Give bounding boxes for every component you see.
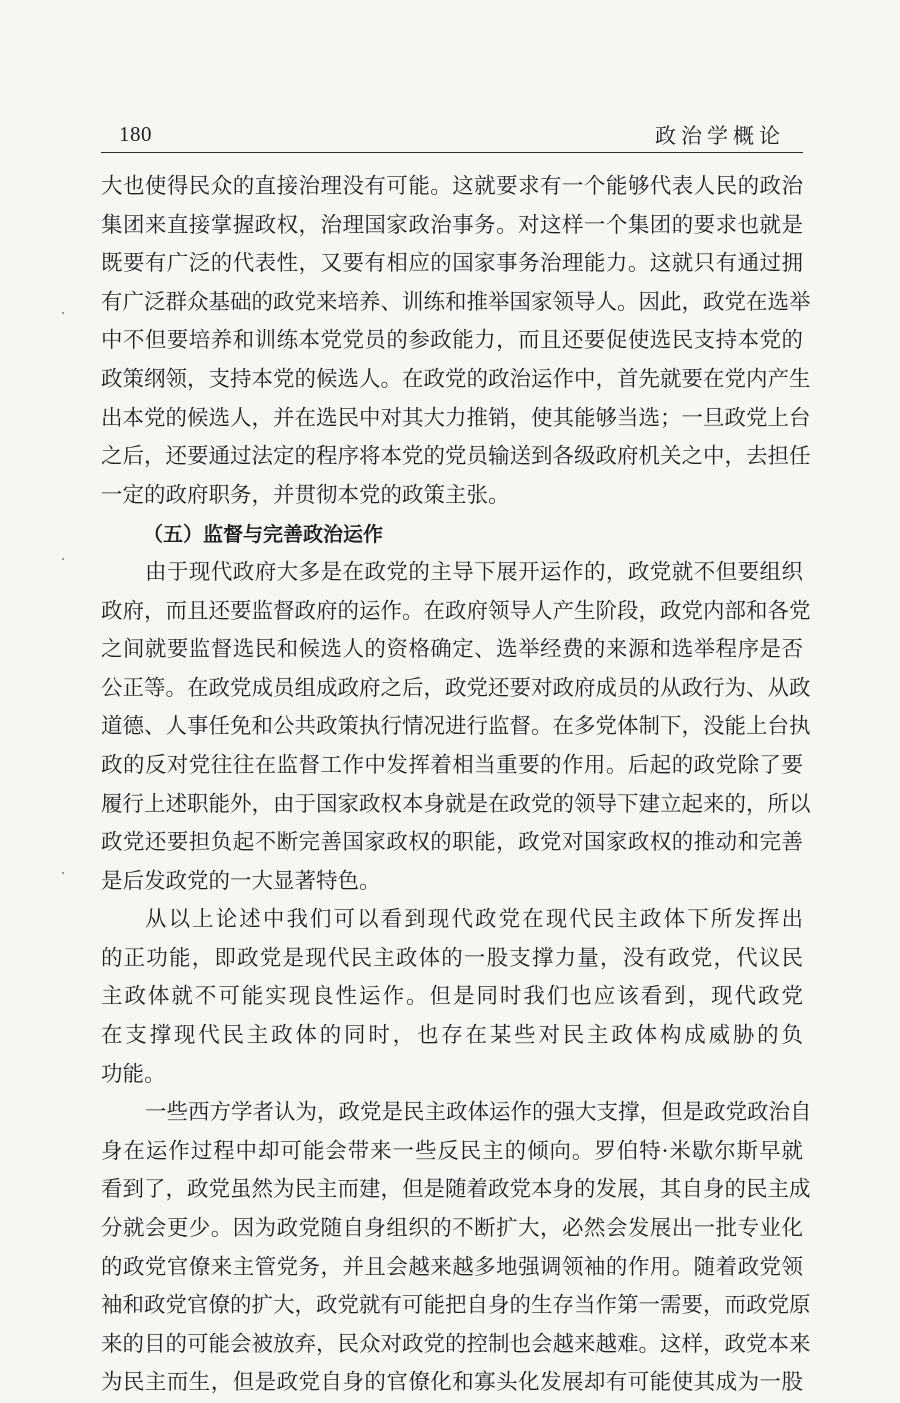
text-line: 一些西方学者认为，政党是民主政体运作的强大支撑，但是政党政治自 [145,1100,812,1126]
text-line: 的政党官僚来主管党务，并且会越来越多地强调领袖的作用。随着政党领 [101,1254,803,1280]
text-line: 出本党的候选人，并在选民中对其大力推销，使其能够当选；一旦政党上台 [101,405,811,431]
text-line: 中不但要培养和训练本党党员的参政能力，而且还要促使选民支持本党的 [101,328,803,354]
text-line: 由于现代政府大多是在政党的主导下展开运作的，政党就不但要组织 [145,559,803,585]
text-line: 来的目的可能会被放弃，民众对政党的控制也会越来越难。这样，政党本来 [101,1331,811,1357]
text-line: 政的反对党往往在监督工作中发挥着相当重要的作用。后起的政党除了要 [101,752,803,778]
text-line: 政府，而且还要监督政府的运作。在政府领导人产生阶段，政党内部和各党 [101,598,811,624]
text-line: 公正等。在政党成员组成政府之后，政党还要对政府成员的从政行为、从政 [101,675,811,701]
section-heading: （五）监督与完善政治运作 [143,522,383,547]
text-line: 看到了，政党虽然为民主而建，但是随着政党本身的发展，其自身的民主成 [101,1177,811,1203]
text-line: 履行上述职能外，由于国家政权本身就是在政党的领导下建立起来的，所以 [101,791,811,817]
text-line: 之后，还要通过法定的程序将本党的党员输送到各级政府机关之中，去担任 [101,444,811,470]
text-line: 之间就要监督选民和候选人的资格确定、选举经费的来源和选举程序是否 [101,637,803,663]
text-line: 从以上论述中我们可以看到现代政党在现代民主政体下所发挥出 [145,907,803,933]
text-line: 身在运作过程中却可能会带来一些反民主的倾向。罗伯特·米歇尔斯早就 [101,1138,803,1164]
header-rule [101,152,803,153]
text-line: 一定的政府职务，并贯彻本党的政策主张。 [101,482,510,508]
scan-speck [62,312,64,314]
text-line: 分就会更少。因为政党随自身组织的不断扩大，必然会发展出一批专业化 [101,1216,803,1242]
text-line: 是后发政党的一大显著特色。 [101,868,381,894]
text-line: 功能。 [101,1061,166,1087]
page-number: 180 [119,122,152,146]
text-line: 大也使得民众的直接治理没有可能。这就要求有一个能够代表人民的政治 [101,174,803,199]
text-line: 集团来直接掌握政权，治理国家政治事务。对这样一个集团的要求也就是 [101,212,803,238]
page-header [101,120,803,154]
text-line: 在支撑现代民主政体的同时，也存在某些对民主政体构成威胁的负 [101,1023,803,1049]
text-line: 主政体就不可能实现良性运作。但是同时我们也应该看到，现代政党 [101,984,803,1010]
text-line: 的正功能，即政党是现代民主政体的一股支撑力量，没有政党，代议民 [101,945,803,971]
text-line: 政党还要担负起不断完善国家政权的职能，政党对国家政权的推动和完善 [101,830,803,856]
running-title: 政治学概论 [655,124,785,148]
text-line: 有广泛群众基础的政党来培养、训练和推举国家领导人。因此，政党在选举 [101,289,811,315]
text-line: 道德、人事任免和公共政策执行情况进行监督。在多党体制下，没能上台执 [101,714,811,740]
text-line: 袖和政党官僚的扩大，政党就有可能把自身的生存当作第一需要，而政党原 [101,1293,811,1319]
text-line: 既要有广泛的代表性，又要有相应的国家事务治理能力。这就只有通过拥 [101,251,803,277]
scan-speck [62,558,64,560]
body-text [101,168,812,1403]
text-line: 政策纲领，支持本党的候选人。在政党的政治运作中，首先就要在党内产生 [101,366,811,392]
text-line: 为民主而生，但是政党自身的官僚化和寡头化发展却有可能使其成为一股 [101,1370,803,1396]
scan-speck [62,872,64,874]
